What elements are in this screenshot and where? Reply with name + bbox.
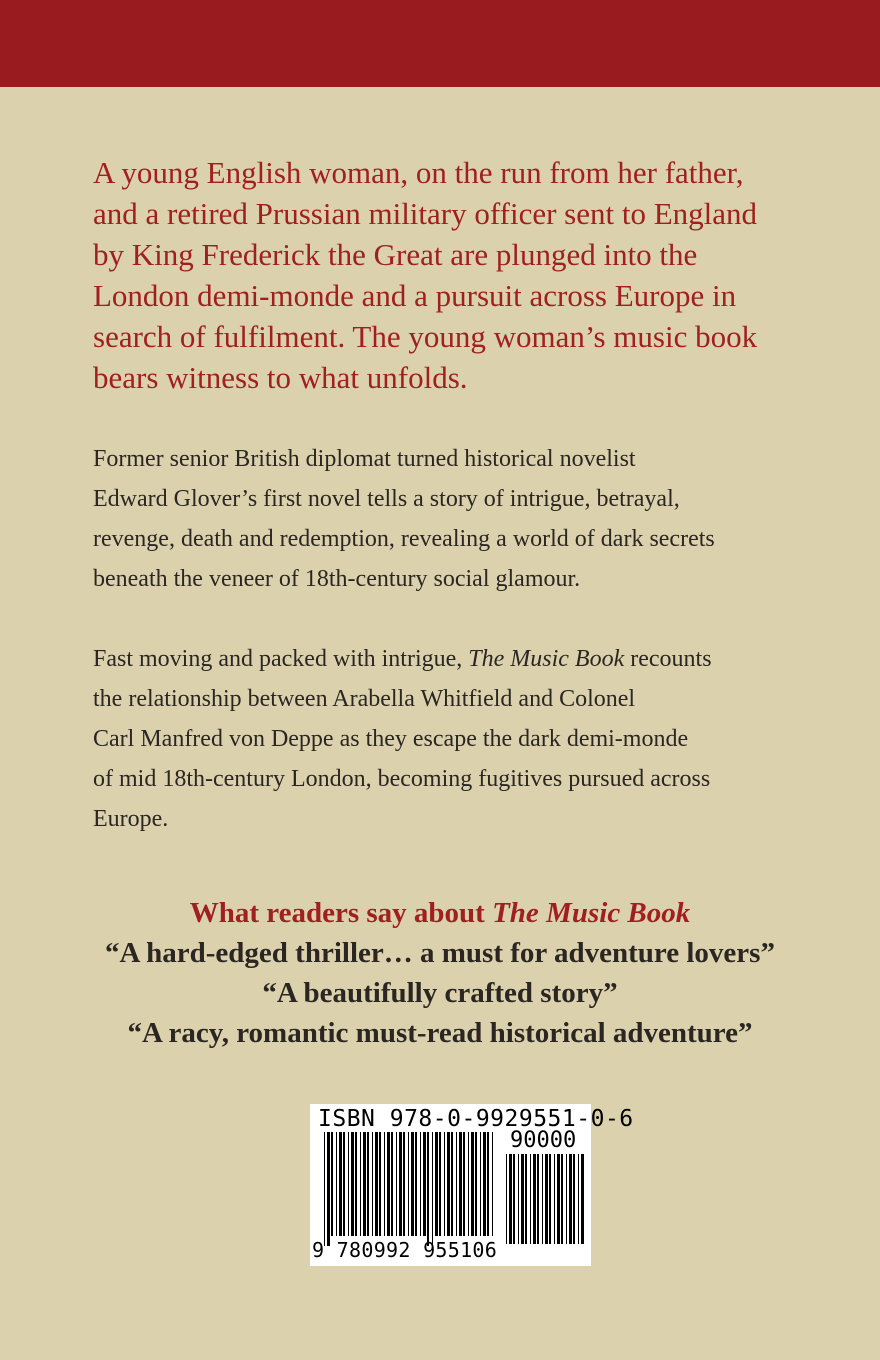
barcode-bar — [408, 1132, 409, 1236]
barcode-bar — [435, 1132, 438, 1236]
barcode-bar — [444, 1132, 445, 1236]
barcode-bar — [557, 1154, 560, 1244]
barcode-bar — [391, 1132, 393, 1236]
barcode-bar — [363, 1132, 366, 1236]
barcode-bar — [533, 1154, 536, 1244]
barcode-bar — [327, 1132, 330, 1246]
review-quote: “A beautifully crafted story” — [262, 977, 618, 1009]
reviews-heading — [0, 893, 880, 933]
barcode-bar — [521, 1154, 524, 1244]
barcode-bar — [578, 1154, 579, 1244]
paragraph-line: Edward Glover’s first novel tells a story of intrigue, betrayal, — [93, 486, 680, 512]
reader-reviews — [0, 893, 880, 1053]
blurb-line: bears witness to what unfolds. — [93, 360, 468, 395]
barcode-bar — [447, 1132, 450, 1236]
barcode-bar — [537, 1154, 539, 1244]
barcode-bar — [581, 1154, 584, 1244]
barcode-bar — [471, 1132, 474, 1236]
barcode-bar — [492, 1132, 493, 1236]
barcode-bar — [396, 1132, 397, 1236]
barcode-bar — [509, 1154, 512, 1244]
barcode-bar — [348, 1132, 349, 1236]
barcode-bar — [343, 1132, 345, 1236]
barcode-bar — [480, 1132, 481, 1236]
barcode-bar — [456, 1132, 457, 1236]
barcode-bar — [487, 1132, 489, 1236]
barcode-bar — [423, 1132, 426, 1236]
barcode-bar — [331, 1132, 333, 1236]
barcode-bar — [324, 1132, 325, 1246]
paragraph-line: the relationship between Arabella Whitfield and Colonel — [93, 686, 636, 712]
blurb-line: A young English woman, on the run from her father, — [93, 155, 744, 190]
barcode-bar — [403, 1132, 405, 1236]
blurb-paragraph — [93, 152, 793, 398]
paragraph-line — [93, 639, 833, 679]
barcode-bar — [525, 1154, 527, 1244]
barcode-box — [310, 1104, 634, 1266]
price-code-text: 90000 — [510, 1128, 577, 1153]
barcode-bar — [573, 1154, 575, 1244]
paragraph-line: Europe. — [93, 806, 169, 832]
barcode-bar — [375, 1132, 378, 1236]
barcode-bar — [427, 1132, 429, 1246]
paragraph-line: Carl Manfred von Deppe as they escape the dark demi-monde — [93, 726, 689, 752]
paragraph-line: beneath the veneer of 18th-century social glamour. — [93, 566, 581, 592]
barcode-bar — [468, 1132, 469, 1236]
barcode-bar — [506, 1154, 507, 1244]
barcode-bar — [530, 1154, 531, 1244]
review-quote: “A racy, romantic must-read historical adventure” — [127, 1017, 753, 1049]
barcode-bar — [399, 1132, 402, 1236]
blurb-line: London demi-monde and a pursuit across Europe in — [93, 278, 737, 313]
barcode-bar — [542, 1154, 543, 1244]
barcode-bar — [554, 1154, 555, 1244]
barcode-bar — [561, 1154, 563, 1244]
barcode-bar — [387, 1132, 390, 1236]
heading-text: What readers say about — [189, 897, 493, 929]
barcode-bar — [475, 1132, 477, 1236]
barcode-bar — [336, 1132, 337, 1236]
barcode-bar — [459, 1132, 462, 1236]
paragraph-text: Fast moving and packed with intrigue, — [93, 646, 469, 672]
blurb-line: and a retired Prussian military officer sent to England — [93, 196, 758, 231]
barcode-bar — [355, 1132, 357, 1236]
barcode-bar — [513, 1154, 515, 1244]
book-title: The Music Book — [492, 897, 691, 929]
barcode-bar — [463, 1132, 465, 1236]
barcode-bar — [483, 1132, 486, 1236]
ean-digits: 9 780992 955106 — [312, 1238, 498, 1262]
barcode-bar — [420, 1132, 421, 1236]
barcode-bar — [451, 1132, 453, 1236]
barcode-bar — [339, 1132, 342, 1236]
barcode-bar — [415, 1132, 417, 1236]
paragraph-text: recounts — [624, 646, 712, 672]
paragraph-line: of mid 18th-century London, becoming fugitives pursued across — [93, 766, 711, 792]
barcode-bar — [545, 1154, 548, 1244]
barcode-bar — [569, 1154, 572, 1244]
barcode-bar — [372, 1132, 373, 1236]
paragraph-line: revenge, death and redemption, revealing a world of dark secrets — [93, 526, 715, 552]
author-paragraph — [93, 439, 833, 599]
blurb-line: by King Frederick the Great are plunged into the — [93, 237, 698, 272]
barcode-bar — [379, 1132, 381, 1236]
barcode-bar — [360, 1132, 361, 1236]
barcode-bar — [432, 1132, 433, 1246]
barcode-bar — [367, 1132, 369, 1236]
barcode-bar — [566, 1154, 567, 1244]
barcode-bar — [384, 1132, 385, 1236]
review-quote: “A hard-edged thriller… a must for adventure lovers” — [105, 937, 775, 969]
barcode-bar — [518, 1154, 519, 1244]
top-color-band — [0, 0, 880, 87]
barcode-bar — [411, 1132, 414, 1236]
paragraph-line: Former senior British diplomat turned historical novelist — [93, 446, 636, 472]
isbn-text: ISBN 978-0-9929551-0-6 — [318, 1106, 634, 1132]
barcode-bar — [549, 1154, 551, 1244]
blurb-line: search of fulfilment. The young woman’s music book — [93, 319, 758, 354]
book-title: The Music Book — [468, 646, 625, 672]
story-paragraph — [93, 639, 833, 839]
barcode-bar — [351, 1132, 354, 1236]
barcode-bar — [439, 1132, 441, 1236]
